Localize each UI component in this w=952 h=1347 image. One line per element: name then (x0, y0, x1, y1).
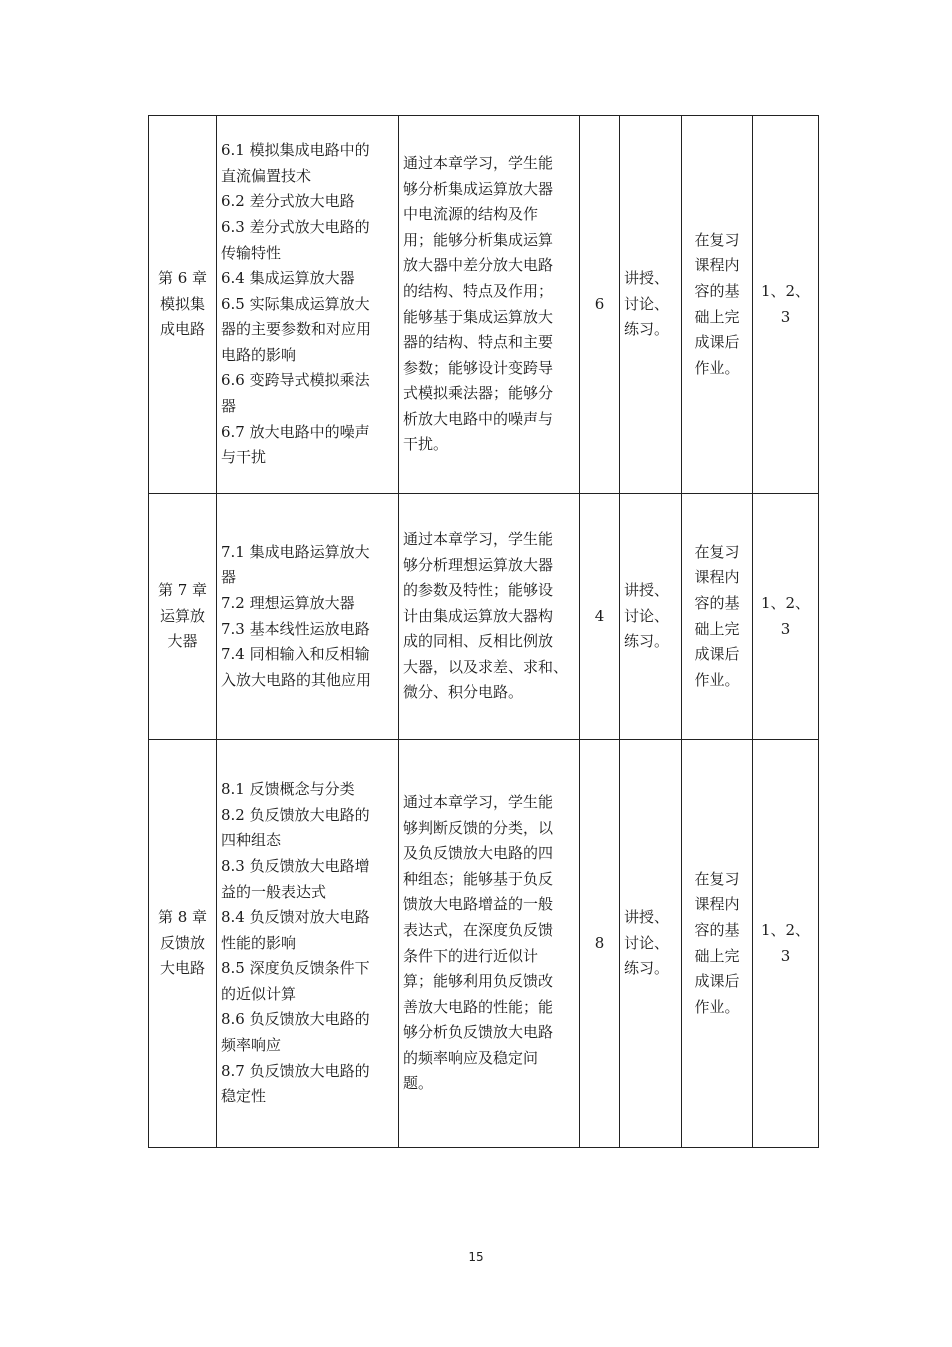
topics-cell: 8.1 反馈概念与分类 8.2 负反馈放大电路的 四种组态 8.3 负反馈放大电路增 益的一般表达式 8.4 负反馈对放大电路 性能的影响 8.5 深度负反馈条件下 的近似计算 8.6 负反馈放大电路的 频率响应 8.7 负反馈放大电路的 稳定性 (217, 740, 399, 1148)
teaching-method-cell: 讲授、 讨论、 练习。 (620, 740, 682, 1148)
hours-cell: 6 (580, 116, 620, 494)
chapter-cell: 第 8 章 反馈放 大电路 (149, 740, 217, 1148)
learning-goal-cell: 通过本章学习，学生能 够判断反馈的分类，以 及负反馈放大电路的四 种组态；能够基于负反 馈放大电路增益的一般 表达式，在深度负反馈 条件下的进行近似计 算；能够利用负反馈改 善放大电路的性能；能 够分析负反馈放大电路 的频率响应及稳定问 题。 (399, 740, 580, 1148)
topics-cell: 6.1 模拟集成电路中的 直流偏置技术 6.2 差分式放大电路 6.3 差分式放大电路的 传输特性 6.4 集成运算放大器 6.5 实际集成运算放大 器的主要参数和对应用 电路的影响 6.6 变跨导式模拟乘法 器 6.7 放大电路中的噪声 与干扰 (217, 116, 399, 494)
chapter-cell: 第 6 章 模拟集 成电路 (149, 116, 217, 494)
teaching-method-cell: 讲授、 讨论、 练习。 (620, 116, 682, 494)
homework-cell: 在复习 课程内 容的基 础上完 成课后 作业。 (682, 740, 753, 1148)
learning-goal-cell: 通过本章学习，学生能 够分析理想运算放大器 的参数及特性；能够设 计由集成运算放大器构 成的同相、反相比例放 大器，以及求差、求和、 微分、积分电路。 (399, 494, 580, 740)
table-row (149, 494, 819, 740)
topics-cell: 7.1 集成电路运算放大 器 7.2 理想运算放大器 7.3 基本线性运放电路 7.4 同相输入和反相输 入放大电路的其他应用 (217, 494, 399, 740)
reference-cell: 1、2、3 (753, 116, 819, 494)
homework-cell: 在复习 课程内 容的基 础上完 成课后 作业。 (682, 116, 753, 494)
table-row (149, 116, 819, 494)
hours-cell: 4 (580, 494, 620, 740)
table-row (149, 740, 819, 1148)
learning-goal-cell: 通过本章学习，学生能 够分析集成运算放大器 中电流源的结构及作 用；能够分析集成运算 放大器中差分放大电路 的结构、特点及作用； 能够基于集成运算放大 器的结构、特点和主要 参数；能够设计变跨导 式模拟乘法器；能够分 析放大电路中的噪声与 干扰。 (399, 116, 580, 494)
teaching-method-cell: 讲授、 讨论、 练习。 (620, 494, 682, 740)
reference-cell: 1、2、3 (753, 494, 819, 740)
homework-cell: 在复习 课程内 容的基 础上完 成课后 作业。 (682, 494, 753, 740)
reference-cell: 1、2、3 (753, 740, 819, 1148)
hours-cell: 8 (580, 740, 620, 1148)
chapter-cell: 第 7 章 运算放 大器 (149, 494, 217, 740)
syllabus-table (148, 115, 819, 1148)
page-number: 15 (468, 1250, 484, 1264)
